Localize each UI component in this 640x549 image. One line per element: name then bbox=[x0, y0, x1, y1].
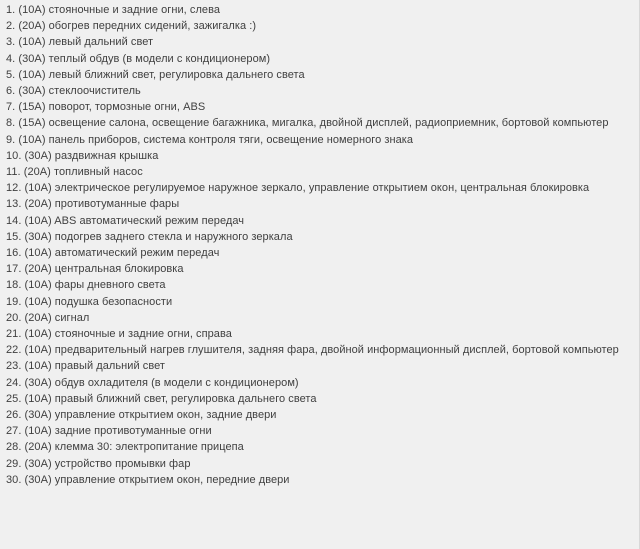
list-item: 12. (10A) электрическое регулируемое наружное зеркало, управление открытием окон, центральная блокировка bbox=[6, 182, 590, 195]
list-item: 28. (20A) клемма 30: электропитание прицепа bbox=[6, 441, 244, 454]
list-item: 20. (20A) сигнал bbox=[6, 311, 90, 324]
list-item: 11. (20A) топливный насос bbox=[6, 166, 143, 179]
list-item: 1. (10A) стояночные и задние огни, слева bbox=[6, 4, 221, 16]
list-item: 25. (10A) правый ближний свет, регулировка дальнего света bbox=[6, 392, 317, 405]
list-item: 13. (20A) противотуманные фары bbox=[6, 198, 180, 211]
list-item: 16. (10A) автоматический режим передач bbox=[6, 247, 220, 260]
list-item: 30. (30A) управление открытием окон, передние двери bbox=[6, 473, 290, 486]
list-item: 7. (15A) поворот, тормозные огни, ABS bbox=[6, 101, 206, 114]
list-item: 4. (30A) теплый обдув (в модели с кондиционером) bbox=[6, 52, 271, 65]
list-item: 5. (10A) левый ближний свет, регулировка дальнего света bbox=[6, 68, 305, 81]
list-item: 24. (30A) обдув охладителя (в модели с кондиционером) bbox=[6, 376, 299, 389]
list-item: 10. (30A) раздвижная крышка bbox=[6, 149, 159, 162]
list-item: 17. (20A) центральная блокировка bbox=[6, 263, 184, 276]
list-item: 6. (30A) стеклоочиститель bbox=[6, 85, 141, 98]
list-item: 15. (30A) подогрев заднего стекла и наружного зеркала bbox=[6, 230, 293, 243]
list-item: 2. (20A) обогрев передних сидений, зажигалка :) bbox=[6, 20, 257, 33]
list-item: 23. (10A) правый дальний свет bbox=[6, 360, 166, 373]
fuse-list bbox=[6, 2, 631, 488]
list-item: 14. (10A) ABS автоматический режим передач bbox=[6, 214, 245, 227]
list-item: 27. (10A) задние противотуманные огни bbox=[6, 425, 212, 438]
list-item: 9. (10A) панель приборов, система контроля тяги, освещение номерного знака bbox=[6, 133, 414, 146]
list-item: 26. (30A) управление открытием окон, задние двери bbox=[6, 409, 277, 422]
list-item: 22. (10A) предварительный нагрев глушителя, задняя фара, двойной информационный дисплей, бортовой компьютер bbox=[6, 344, 619, 357]
list-item: 19. (10A) подушка безопасности bbox=[6, 295, 173, 308]
list-item: 21. (10A) стояночные и задние огни, справа bbox=[6, 328, 232, 341]
list-item: 29. (30A) устройство промывки фар bbox=[6, 457, 191, 470]
list-item: 3. (10A) левый дальний свет bbox=[6, 36, 154, 49]
list-item: 18. (10A) фары дневного света bbox=[6, 279, 166, 292]
list-item: 8. (15A) освещение салона, освещение багажника, мигалка, двойной дисплей, радиоприемник, бортовой компьютер bbox=[6, 117, 609, 130]
